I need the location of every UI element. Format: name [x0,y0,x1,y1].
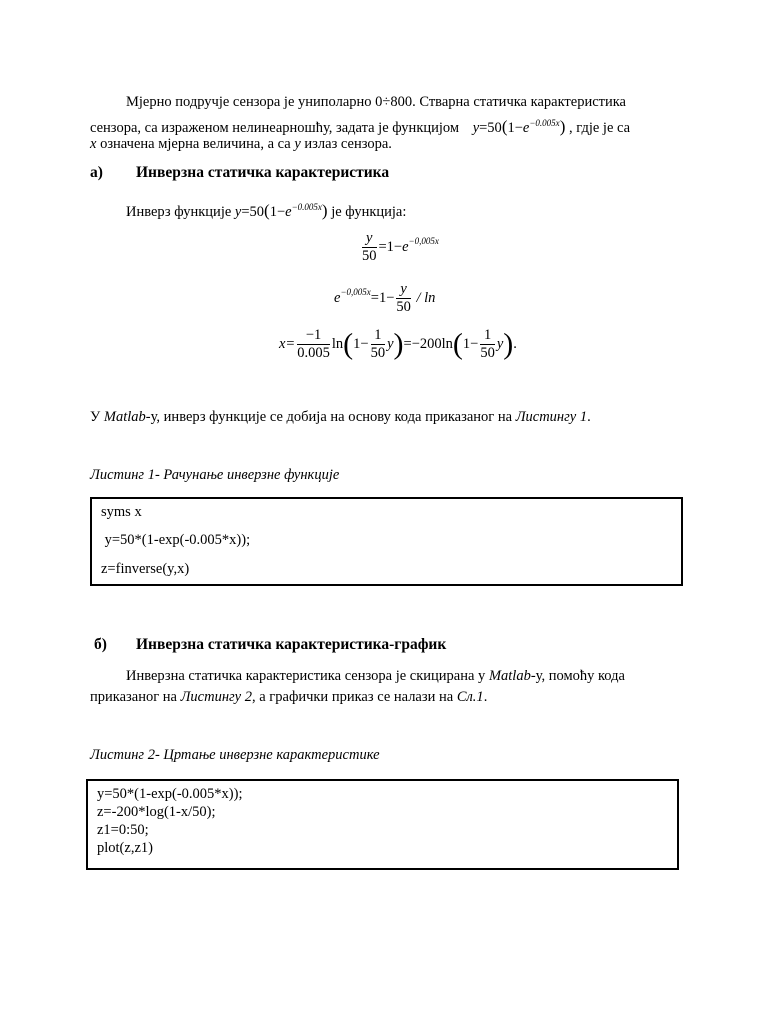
eq3-fraction-1 [297,327,330,362]
matlab-paragraph [90,407,678,428]
section-a-lead [90,197,678,223]
intro-var-x: x [90,136,97,152]
listing-2-code-box [86,779,679,870]
intro-text-3b: излаз сензора. [300,136,392,152]
f2-exp: −0.005x [291,202,322,212]
eq3-one-minus-2: 1− [462,335,479,352]
listing-1-code-box [90,497,683,586]
listing-1-line-3: z=finverse(y,x) [101,561,190,577]
listing-1-caption: Листинг 1- Рачунање инверзне функције [90,467,340,483]
f1-one-minus: 1− [507,120,523,136]
section-b-matlab: Matlab [488,668,531,684]
inline-formula-1: $y=50(1-e^{-0.005x})$ [472,117,566,136]
lead-text-pre: Инверз функције [126,204,232,220]
section-a-title: Инверзна статичка карактеристика [136,164,390,181]
listing-2-line-1: y=50*(1-exp(-0.005*x)); [97,786,243,802]
f1-exp: −0.005x [529,118,560,128]
section-b-title: Инверзна статичка карактеристика-график [136,636,447,653]
eq1-exp: −0,005x [408,235,439,246]
listing-2-line-4: plot(z,z1) [97,840,153,856]
intro-text-1: Мјерно подручје сензора је униполарно 0÷800. Стварна статичка карактеристика [126,94,626,110]
section-b-text-1: Инверзна статичка карактеристика сензора је скицирана у [126,668,489,684]
section-a-label: а) [90,164,103,181]
matlab-pre: У [90,409,104,425]
eq3-den2: 50 [370,345,386,361]
eq3-num2: 1 [371,327,386,345]
listing-1-line-1: syms x [101,504,142,520]
eq3-fraction-3 [480,327,495,362]
f2-y: y [234,204,242,220]
section-b-heading [94,636,446,654]
eq3-fraction-2 [371,327,386,362]
f1-y: y [472,120,480,136]
f2-eq: =50 [241,204,265,220]
f1-eq: =50 [479,120,502,136]
eq2-den: 50 [396,299,411,315]
eq2-mid: =1− [370,289,395,306]
eq3-mid: =−200 [403,335,442,352]
intro-line-1 [90,92,678,113]
eq3-end: . [513,335,517,352]
eq1-num: y [362,230,377,248]
equation-1 [360,230,439,265]
eq1-rhs: =1− [378,238,403,255]
eq2-exp: −0,005x [340,286,371,297]
equation-3: x= $\frac{-1}{0.005}$ ln(1− $\frac{1}{50}$ y)=−200ln(1− $\frac{1}{50}$ y). [279,327,517,361]
listing-2-line-2: z=-200*log(1-x/50); [97,804,216,820]
inline-formula-2: $y=50(1-e^{-0.005x})$ [234,201,328,220]
eq3-x: x= [279,335,296,352]
eq3-den3: 50 [480,345,495,361]
eq1-fraction [362,230,377,265]
section-b-text-1b: -у, помоћу кода [530,668,625,684]
section-b-text-2c: . [483,689,488,705]
listing-1-ref: Листингу 1 [515,409,588,425]
listing-2-caption: Листинг 2- Цртање инверзне карактеристике [90,747,380,763]
matlab-word: Matlab [103,409,146,425]
figure-1-ref: Сл.1 [456,689,484,705]
eq1-den: 50 [362,248,377,264]
section-b-text-2: приказаног на [90,689,181,705]
equation-2 [334,281,435,316]
section-b-text-2b: , а графички приказ се налази на [252,689,457,705]
eq2-num: y [396,281,411,299]
eq3-ln2: ln [441,335,453,352]
listing-1-line-2: y=50*(1-exp(-0.005*x)); [101,532,251,548]
intro-text-2: сензора, са израженом нелинеарношћу, задата је функцијом [90,120,460,136]
f2-one-minus: 1− [269,204,286,220]
section-b-label: б) [94,636,107,653]
eq3-num3: 1 [480,327,495,345]
intro-var-y: y [294,136,301,152]
matlab-mid: -у, инверз функције се добија на основу кода приказаног на [145,409,516,425]
intro-line-3 [90,134,678,155]
listing-2-line-3: z1=0:50; [97,822,149,838]
matlab-end: . [587,409,591,425]
lead-text-post: је функција: [331,204,407,220]
eq3-y: y [387,335,394,352]
f1-e: e [522,120,530,136]
section-b-line-1 [90,666,678,687]
f2-e: e [285,204,292,220]
intro-text-3: означена мјерна величина, а са [96,136,295,152]
eq2-fraction [396,281,411,316]
eq2-tail: / ln [412,289,436,306]
eq3-one-minus: 1− [353,335,369,352]
listing-2-ref: Листингу 2 [180,689,252,705]
eq3-num1: −1 [297,327,330,345]
section-a-heading [90,164,389,182]
eq3-ln: ln [331,335,344,352]
eq1-e: e [402,238,409,255]
eq3-den1: 0.005 [297,345,330,361]
section-b-line-2 [90,687,678,708]
eq3-y2: y [496,335,504,352]
intro-text-2b: , гдје је са [568,120,631,136]
eq2-e: e [334,289,341,306]
